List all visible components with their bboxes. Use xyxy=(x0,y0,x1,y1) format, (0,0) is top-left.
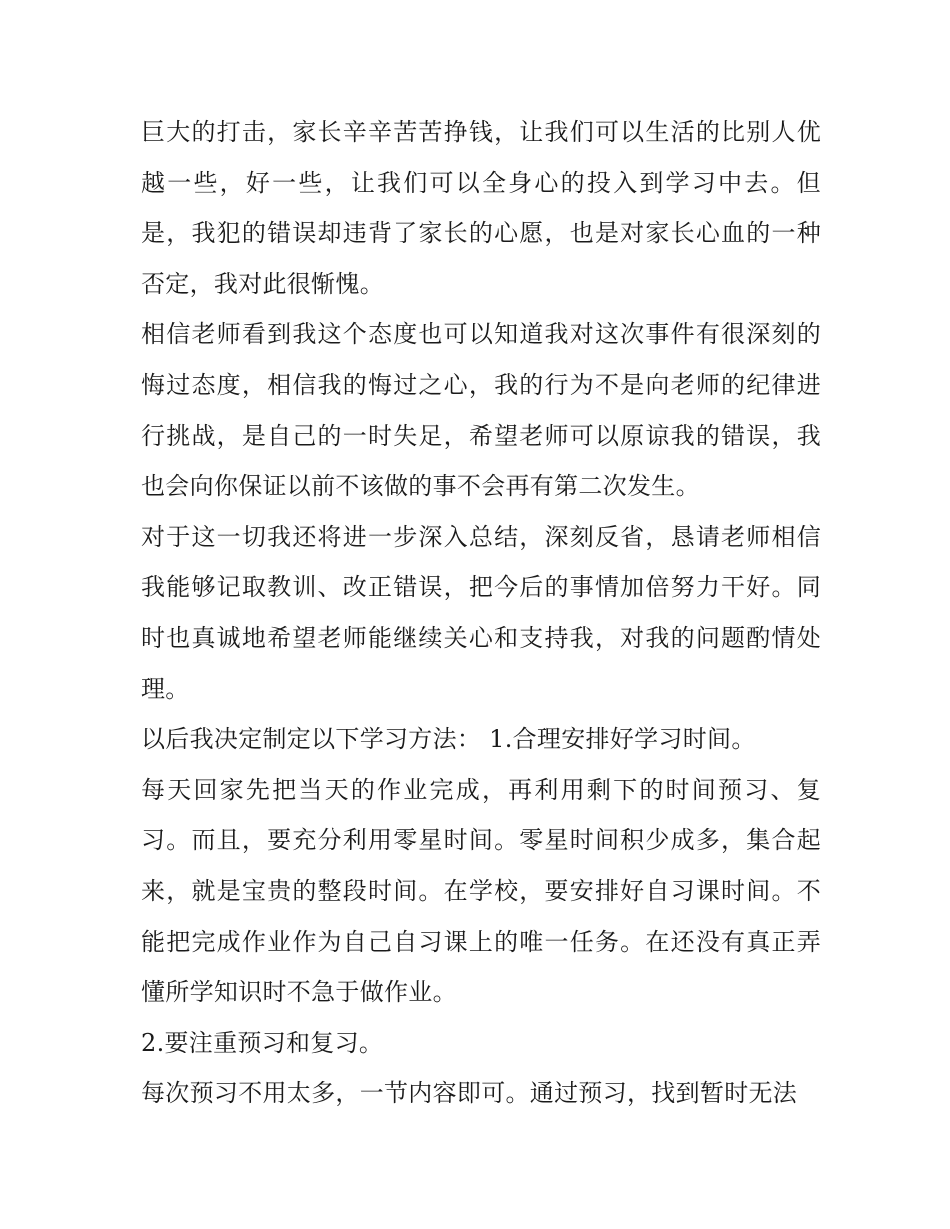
paragraph-1: 巨大的打击，家长辛辛苦苦挣钱，让我们可以生活的比别人优越一些，好一些，让我们可以全身心的投入到学习中去。但是，我犯的错误却违背了家长的心愿，也是对家长心血的一种否定，我对此很惭愧。 xyxy=(141,118,821,298)
paragraph-5: 每天回家先把当天的作业完成，再利用剩下的时间预习、复习。而且，要充分利用零星时间。零星时间积少成多，集合起来，就是宝贵的整段时间。在学校，要安排好自习课时间。不能把完成作业作为自己自习课上的唯一任务。在还没有真正弄懂所学知识时不急于做作业。 xyxy=(141,775,821,1007)
paragraph-3: 对于这一切我还将进一步深入总结，深刻反省，恳请老师相信我能够记取教训、改正错误，把今后的事情加倍努力干好。同时也真诚地希望老师能继续关心和支持我，对我的问题酌情处理。 xyxy=(141,522,821,703)
paragraph-2: 相信老师看到我这个态度也可以知道我对这次事件有很深刻的悔过态度，相信我的悔过之心，我的行为不是向老师的纪律进行挑战，是自己的一时失足，希望老师可以原谅我的错误，我也会向你保证以前不该做的事不会再有第二次发生。 xyxy=(141,320,821,501)
paragraph-6: 2.要注重预习和复习。 xyxy=(141,1028,384,1057)
paragraph-4: 以后我决定制定以下学习方法： 1.合理安排好学习时间。 xyxy=(141,725,756,754)
paragraph-7: 每次预习不用太多，一节内容即可。通过预习，找到暂时无法 xyxy=(141,1079,798,1108)
document-body xyxy=(141,107,821,1119)
